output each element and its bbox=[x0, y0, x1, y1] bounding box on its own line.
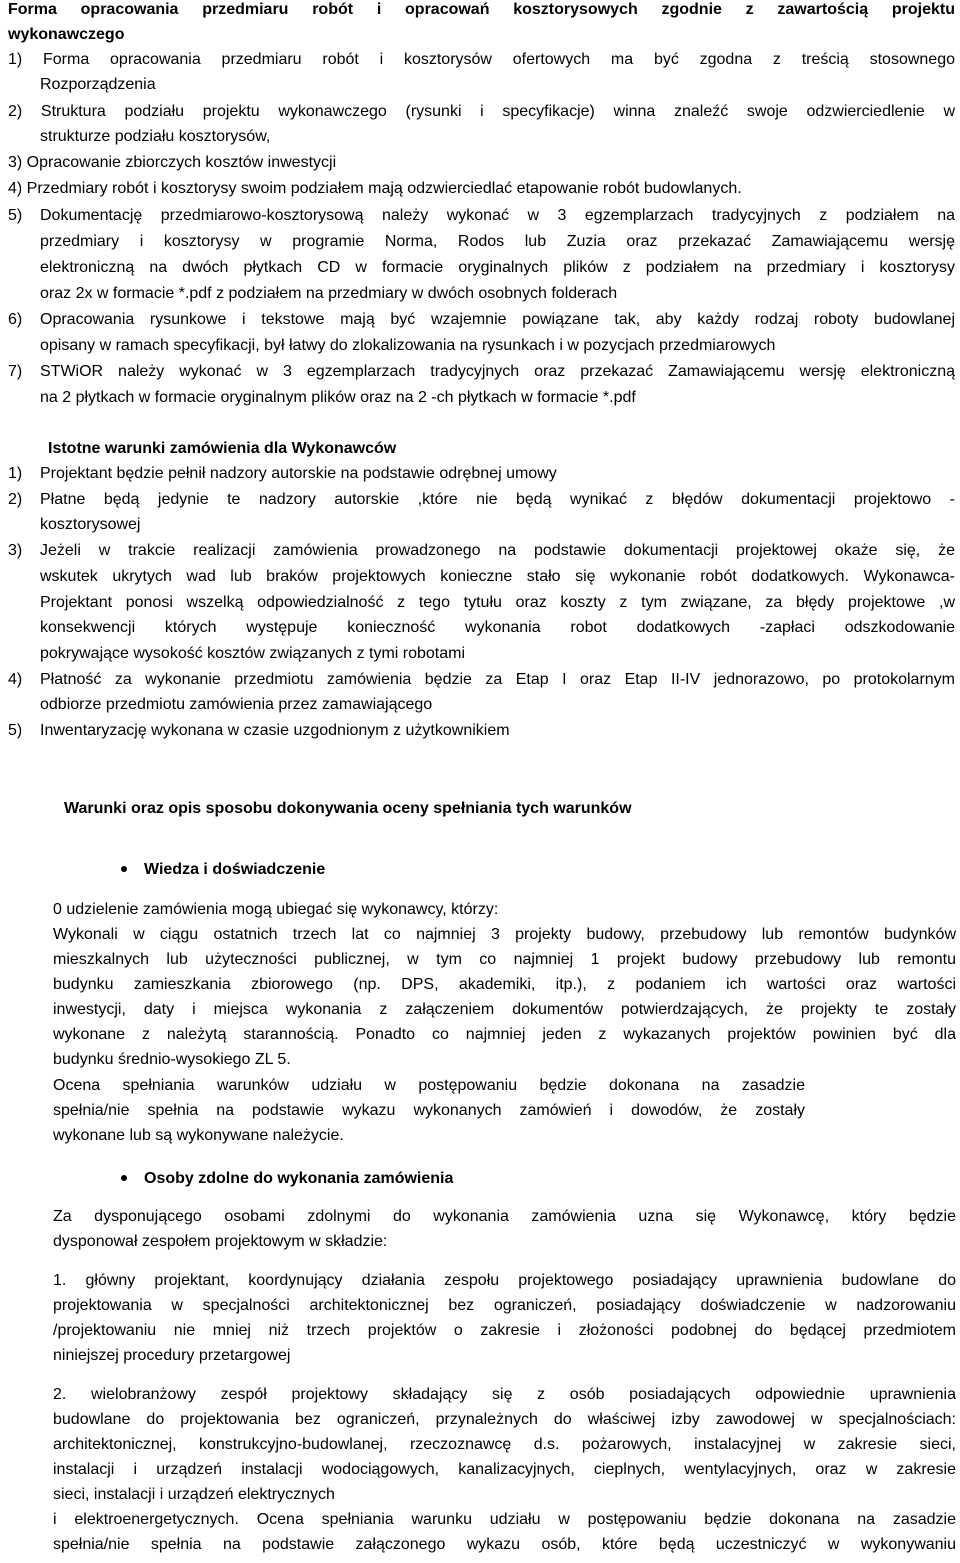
s2-item2-num: 2) bbox=[8, 491, 23, 508]
para1-line2: Wykonali w ciągu ostatnich trzech lat co najmniej 3 projekty budowy, przebudowy lub remontów budynków bbox=[53, 926, 956, 943]
para5-line5: sieci, instalacji i urządzeń elektrycznych bbox=[53, 1486, 335, 1503]
bullet-heading-wiedza: Wiedza i doświadczenie bbox=[144, 861, 326, 878]
para2-line1: Ocena spełniania warunków udziału w postępowaniu będzie dokonana na zasadzie bbox=[53, 1077, 805, 1094]
para2-line2: spełnia/nie spełnia na podstawie wykazu wykonanych zamówień i dowodów, że zostały bbox=[53, 1102, 805, 1119]
section2-title: Istotne warunki zamówienia dla Wykonawców bbox=[48, 440, 397, 457]
s2-item3-num: 3) bbox=[8, 542, 23, 559]
para4-line4: niniejszej procedury przetargowej bbox=[53, 1347, 291, 1364]
bullet-heading-osoby: Osoby zdolne do wykonania zamówienia bbox=[144, 1170, 454, 1187]
para1-line3: mieszkalnych lub użyteczności publicznej, w tym co najmniej 1 projekt budowy przebudowy lub remontu bbox=[53, 951, 956, 968]
para2-line3: wykonane lub są wykonywane należycie. bbox=[53, 1127, 344, 1144]
para5-line4: instalacji i urządzeń instalacji wodociągowych, kanalizacyjnych, cieplnych, wentylacyjnych, oraz w zakresie bbox=[53, 1461, 956, 1478]
section3-title: Warunki oraz opis sposobu dokonywania oceny spełniania tych warunków bbox=[64, 800, 632, 817]
s2-item1-num: 1) bbox=[8, 465, 23, 482]
para3-line2: dysponował zespołem projektowym w składzie: bbox=[53, 1233, 388, 1250]
s1-item6-line2: opisany w ramach specyfikacji, był łatwy do zlokalizowania na rysunkach i w pozycjach przedmiarowych bbox=[40, 337, 776, 354]
para5-line7: spełnia/nie spełnia na podstawie załączonego wykazu osób, które będą uczestniczyć w wykonywaniu bbox=[53, 1536, 956, 1553]
s1-item5-line3: elektroniczną na dwóch płytkach CD w formacie oryginalnych plików z podziałem na przedmiary i kosztorysy bbox=[40, 259, 955, 276]
para5-line2: budowlane do projektowania bez ograniczeń, przynależnych do właściwej izby zawodowej w specjalnościach: bbox=[53, 1411, 956, 1428]
s2-item3-line2: wskutek ukrytych wad lub braków projektowych konieczne stało się wykonanie robót dodatkowych. Wykonawca- bbox=[40, 568, 955, 585]
para1-line1: 0 udzielenie zamówienia mogą ubiegać się wykonawcy, którzy: bbox=[53, 901, 499, 918]
section1-title-line2: wykonawczego bbox=[8, 26, 125, 43]
s2-item3-line3: Projektant ponosi wszelką odpowiedzialność z tego tytułu oraz koszty z tym związane, za błędy projektowe ,w bbox=[40, 594, 955, 611]
s1-item5-line4: oraz 2x w formacie *.pdf z podziałem na przedmiary w dwóch osobnych folderach bbox=[40, 285, 618, 302]
s1-item5-line2: przedmiary i kosztorysy w programie Norma, Rodos lub Zuzia oraz przekazać Zamawiającemu wersję bbox=[40, 233, 955, 250]
s2-item3-line4: konsekwencji których występuje konieczność wykonania robot dodatkowych -zapłaci odszkodowanie bbox=[40, 619, 955, 636]
s1-item6-line1: Opracowania rysunkowe i tekstowe mają być wzajemnie powiązane tak, aby każdy rodzaj roboty budowlanej bbox=[40, 311, 955, 328]
s2-item2-line2: kosztorysowej bbox=[40, 516, 141, 533]
s1-item5-num: 5) bbox=[8, 207, 23, 224]
s1-item1-line2: Rozporządzenia bbox=[40, 76, 156, 93]
para1-line7: budynku średnio-wysokiego ZL 5. bbox=[53, 1051, 291, 1068]
s1-item1-line1: 1) Forma opracowania przedmiaru robót i kosztorysów ofertowych ma być zgodna z treścią stosownego bbox=[8, 51, 955, 68]
para4-line2: projektowania w specjalności architektonicznej bez ograniczeń, posiadający doświadczenie w nadzorowaniu bbox=[53, 1297, 956, 1314]
s2-item4-line2: odbiorze przedmiotu zamówienia przez zamawiającego bbox=[40, 696, 433, 713]
para4-line3: /projektowaniu nie mniej niż trzech projektów o zakresie i złożoności podobnej do będącej przedmiotem bbox=[53, 1322, 956, 1339]
para5-line1: 2. wielobranżowy zespół projektowy składający się z osób posiadających odpowiednie uprawnienia bbox=[53, 1386, 956, 1403]
para3-line1: Za dysponującego osobami zdolnymi do wykonania zamówienia uzna się Wykonawcę, który będzie bbox=[53, 1208, 956, 1225]
s2-item3-line5: pokrywające wysokość kosztów związanych z tymi robotami bbox=[40, 645, 466, 662]
para1-line5: inwestycji, daty i miejsca wykonania z załączeniem dokumentów potwierdzających, że projekty te zostały bbox=[53, 1001, 956, 1018]
para5-line6: i elektroenergetycznych. Ocena spełniania warunku udziału w postępowaniu będzie dokonana na zasadzie bbox=[53, 1511, 956, 1528]
s2-item4-line1: Płatność za wykonanie przedmiotu zamówienia będzie za Etap I oraz Etap II-IV jednorazowo, po protokolarnym bbox=[40, 671, 955, 688]
s2-item1-line1: Projektant będzie pełnił nadzory autorskie na podstawie odrębnej umowy bbox=[40, 465, 557, 482]
bullet-dot-2 bbox=[121, 1175, 127, 1181]
s1-item7-num: 7) bbox=[8, 363, 23, 380]
section1-title-line1: Forma opracowania przedmiaru robót i opracowań kosztorysowych zgodnie z zawartością projektu bbox=[8, 1, 955, 18]
s1-item2-line1: 2) Struktura podziału projektu wykonawczego (rysunki i specyfikacje) winna znaleźć swoje odzwierciedlenie w bbox=[8, 103, 955, 120]
s1-item3: 3) Opracowanie zbiorczych kosztów inwestycji bbox=[8, 154, 337, 171]
s1-item7-line1: STWiOR należy wykonać w 3 egzemplarzach tradycyjnych oraz przekazać Zamawiającemu wersję elektroniczną bbox=[40, 363, 955, 380]
s2-item5-line1: Inwentaryzację wykonana w czasie uzgodnionym z użytkownikiem bbox=[40, 722, 510, 739]
s1-item5-line1: Dokumentację przedmiarowo-kosztorysową należy wykonać w 3 egzemplarzach tradycyjnych z podziałem na bbox=[40, 207, 955, 224]
s2-item4-num: 4) bbox=[8, 671, 23, 688]
para4-line1: 1. główny projektant, koordynujący działania zespołu projektowego posiadający uprawnienia budowlane do bbox=[53, 1272, 956, 1289]
s1-item7-line2: na 2 płytkach w formacie oryginalnym plików oraz na 2 -ch płytkach w formacie *.pdf bbox=[40, 389, 636, 406]
s2-item2-line1: Płatne będą jedynie te nadzory autorskie ,które nie będą wynikać z błędów dokumentacji projektowo - bbox=[40, 491, 955, 508]
bullet-dot-1 bbox=[121, 866, 127, 872]
para5-line3: architektonicznej, konstrukcyjno-budowlanej, rzeczoznawcę d.s. pożarowych, instalacyjnej w zakresie sieci, bbox=[53, 1436, 956, 1453]
para1-line6: wykonane z należytą starannością. Ponadto co najmniej jeden z wykazanych projektów powinien być dla bbox=[53, 1026, 956, 1043]
para1-line4: budynku zamieszkania zbiorowego (np. DPS, akademiki, itp.), z podaniem ich wartości oraz wartości bbox=[53, 976, 956, 993]
s1-item6-num: 6) bbox=[8, 311, 23, 328]
s1-item4: 4) Przedmiary robót i kosztorysy swoim podziałem mają odzwierciedlać etapowanie robót budowlanych. bbox=[8, 180, 742, 197]
s1-item2-line2: strukturze podziału kosztorysów, bbox=[40, 128, 271, 145]
s2-item5-num: 5) bbox=[8, 722, 23, 739]
s2-item3-line1: Jeżeli w trakcie realizacji zamówienia prowadzonego na podstawie dokumentacji projektowej okaże się, że bbox=[40, 542, 955, 559]
